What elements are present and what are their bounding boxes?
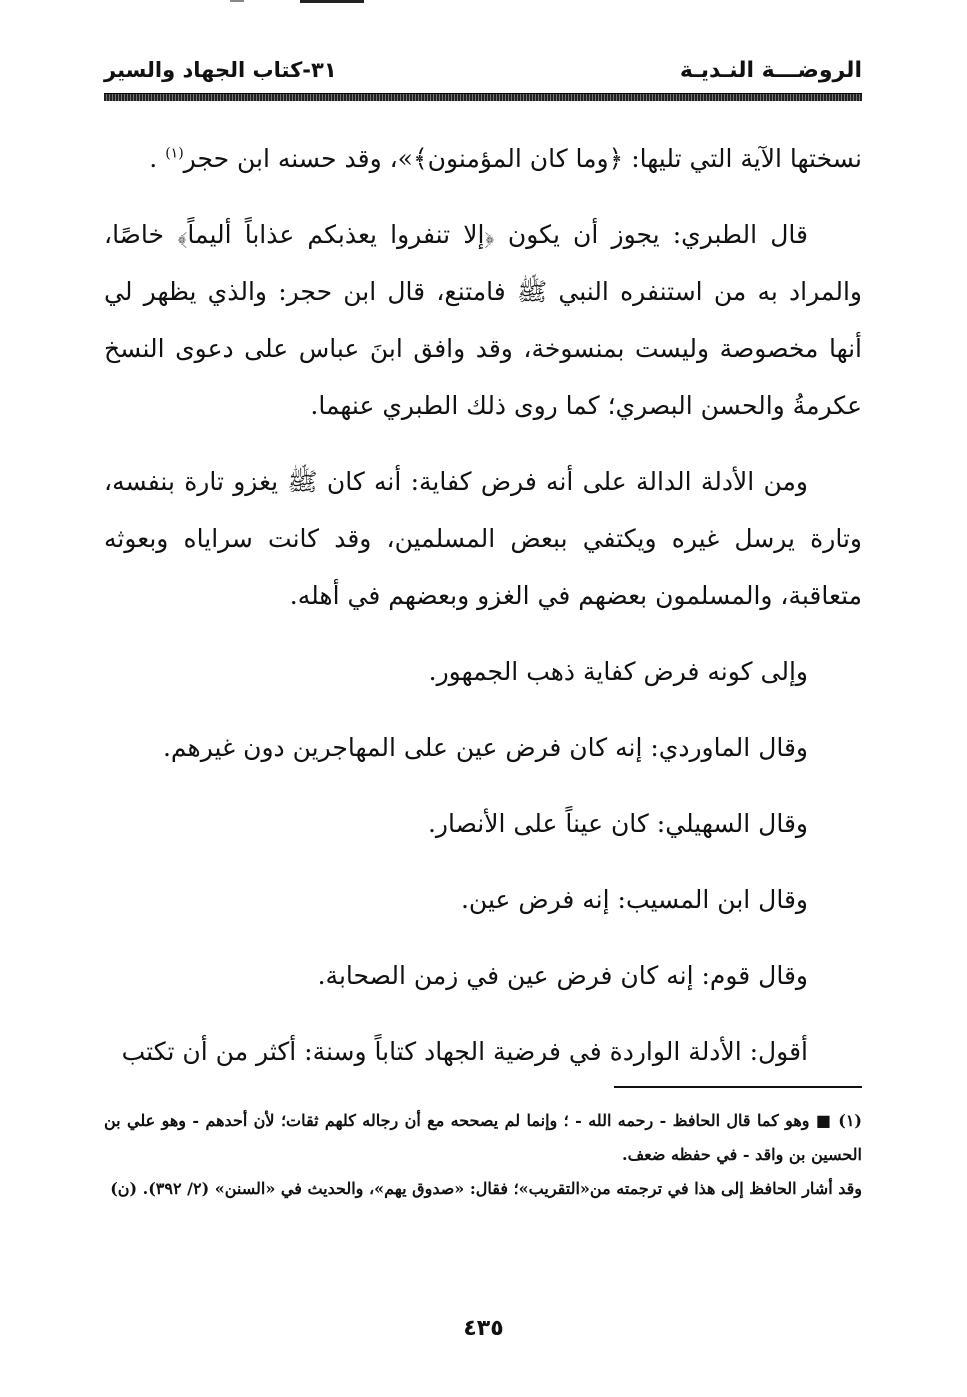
footnotes — [104, 1104, 862, 1206]
scan-mark — [230, 0, 244, 2]
running-header — [104, 52, 862, 92]
footnote-rule — [614, 1086, 862, 1088]
paragraph: وقال قوم: إنه كان فرض عين في زمن الصحابة. — [317, 961, 808, 990]
main-text — [104, 130, 862, 1099]
scan-mark — [300, 0, 364, 3]
paragraph: وقال الماوردي: إنه كان فرض عين على المهاجرين دون غيرهم. — [162, 733, 808, 762]
footnote: وقد أشار الحافظ إلى هذا في ترجمته من«التقريب»؛ فقال: «صدوق يهم»، والحديث في «السنن» (٢/ ٣٩٢). (ن) — [110, 1179, 862, 1198]
chapter-title: ٣١-كتاب الجهاد والسير — [104, 58, 337, 82]
book-title: الروضـــة النـديـة — [679, 58, 862, 83]
paragraph: نسختها الآية التي تليها: ﴿وما كان المؤمنون﴾»، وقد حسنه ابن حجر$^{(١)}$ . — [149, 144, 862, 173]
paragraph: ومن الأدلة الدالة على أنه فرض كفاية: أنه كان ﷺ يغزو تارة بنفسه، وتارة يرسل غيره ويكتفي ببعض المسلمين، وقد كانت سراياه وبعوثه متعاقبة، والمسلمون بعضهم في الغزو وبعضهم في أهله. — [104, 467, 862, 610]
page-number: ٤٣٥ — [463, 1316, 504, 1341]
paragraph: وقال ابن المسيب: إنه فرض عين. — [460, 885, 808, 914]
footnote-reference: (١) — [165, 145, 184, 162]
footnote: (١) ■ وهو كما قال الحافظ - رحمه الله - ؛ وإنما لم يصححه مع أن رجاله كلهم ثقات؛ لأن أحدهم - وهو علي بن الحسين بن واقد - في حفظه ضعف. — [104, 1111, 862, 1164]
paragraph: أقول: الأدلة الواردة في فرضية الجهاد كتاباً وسنة: أكثر من أن تكتب — [121, 1037, 808, 1066]
paragraph: وإلى كونه فرض كفاية ذهب الجمهور. — [428, 657, 808, 686]
header-rule — [104, 93, 862, 101]
paragraph: وقال السهيلي: كان عيناً على الأنصار. — [427, 809, 808, 838]
paragraph: قال الطبري: يجوز أن يكون ﴿إلا تنفروا يعذبكم عذاباً أليماً﴾ خاصًا، والمراد به من استنفره النبي ﷺ فامتنع، قال ابن حجر: والذي يظهر لي أنها مخصوصة وليست بمنسوخة، وقد وافق ابنَ عباس على دعوى النسخ عكرمةُ والحسن البصري؛ كما روى ذلك الطبري عنهما. — [104, 220, 862, 420]
